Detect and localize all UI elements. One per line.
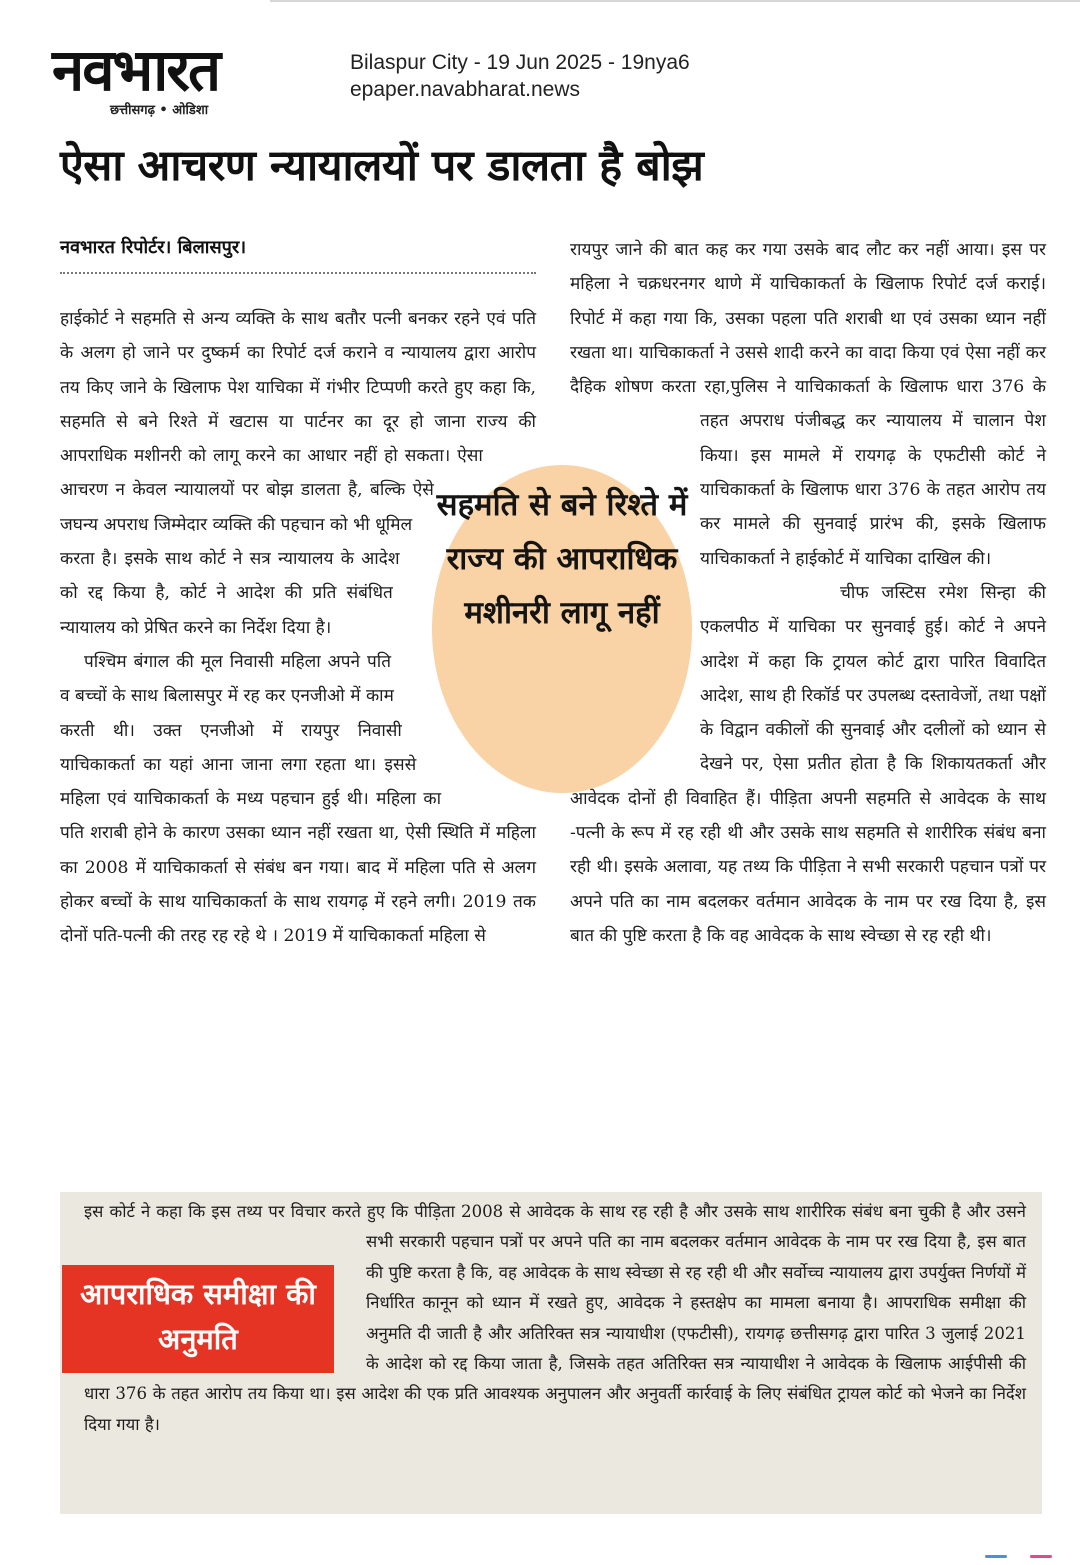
masthead-logo	[52, 38, 330, 118]
byline-divider	[60, 272, 536, 274]
page-indicator-dot	[985, 1555, 1007, 1558]
top-border-line	[270, 0, 1080, 2]
article-paragraph: रायपुर जाने की बात कह कर गया उसके बाद लौट कर नहीं आया। इस पर महिला ने चक्रधरनगर थाणे में याचिकाकर्ता के खिलाफ रिपोर्ट दर्ज कराई। रिपोर्ट में कहा गया कि, उसका पहला पति शराबी था एवं उसका ध्यान नहीं रखता था। याचिकाकर्ता ने उससे शादी करने का वादा किया एवं ऐसा नहीं कर दैहिक शोषण करता रहा,पुलिस ने याचिकाकर्ता के खिलाफ धारा 376 के तहत अपराध पंजीबद्ध कर न्यायालय में चालान पेश किया। इस मामले में रायगढ़ के एफटीसी कोर्ट ने याचिकाकर्ता के खिलाफ धारा 376 के तहत आरोप तय कर मामले की सुनवाई प्रारंभ की, इसके खिलाफ याचिकाकर्ता ने हाईकोर्ट में याचिका दाखिल की।	[570, 240, 1046, 569]
article-paragraph: हाईकोर्ट ने सहमति से अन्य व्यक्ति के साथ बतौर पत्नी बनकर रहने एवं पति के अलग हो जाने पर दुष्कर्म का रिपोर्ट दर्ज कराने व न्यायालय द्वारा आरोप तय किए जाने के खिलाफ पेश याचिका में गंभीर टिप्पणी करते हुए कहा कि, सहमति से बने रिश्ते में खटास या पार्टनर का दूर हो जाना राज्य की आपराधिक मशीनरी को लागू करने का आधार नहीं हो सकता। ऐसा आचरण न केवल न्यायालयों पर बोझ डालता है, बल्कि ऐसे जघन्य अपराध जिम्मेदार व्यक्ति की पहचान को भी धूमिल करता है। इसके साथ कोर्ट ने सत्र न्यायालय के आदेश को रद्द किया है, कोर्ट ने आदेश की प्रति संबंधित न्यायालय को प्रेषित करने का निर्देश दिया है।	[60, 309, 536, 638]
sidebox-text: इस कोर्ट ने कहा कि इस तथ्य पर विचार करते हुए कि पीड़िता 2008 से आवेदक के साथ रह रही है और उसके साथ शारीरिक संबंध बना चुकी है और उसने सभी सरकारी पहचान पत्रों पर अपने पति का नाम बदलकर वर्तमान आवेदक के नाम पर रख दिया है, इस बात की पुष्टि करता है कि, वह आवेदक के साथ स्वेच्छा से रह रही थी और सर्वोच्च न्यायालय द्वारा उपर्युक्त निर्णयों में निर्धारित कानून को ध्यान में रखते हुए, आवेदक ने हस्तक्षेप का मामला बनाया है। आपराधिक समीक्षा की अनुमति दी जाती है और अतिरिक्त सत्र न्यायाधीश (एफटीसी), रायगढ़ छत्तीसगढ़ द्वारा पारित 3 जुलाई 2021 के आदेश को रद्द किया जाता है, जिसके तहत अतिरिक्त सत्र न्यायाधीश ने आवेदक के खिलाफ आईपीसी की धारा 376 के तहत आरोप तय किया था। इस आदेश की एक प्रति आवश्यक अनुपालन और अनुवर्ती कार्रवाई के लिए संबंधित ट्रायल कोर्ट को भेजने का निर्देश दिया गया है।	[84, 1202, 1026, 1434]
logo-subtitle: छत्तीसगढ़ • ओडिशा	[110, 103, 209, 118]
page-indicator-dot	[1030, 1555, 1052, 1558]
epaper-url: epaper.navabharat.news	[350, 78, 581, 101]
article-paragraph: पश्चिम बंगाल की मूल निवासी महिला अपने पति व बच्चों के साथ बिलासपुर में रह कर एनजीओ में काम करती थी। उक्त एनजीओ में रायपुर निवासी याचिकाकर्ता का यहां आना जाना लगा रहता था। इससे महिला एवं याचिकाकर्ता के मध्य पहचान हुई थी। महिला का पति शराबी होने के कारण उसका ध्यान नहीं रखता था, ऐसी स्थिति में महिला का 2008 में याचिकाकर्ता से संबंध बन गया। बाद में महिला पति से अलग होकर बच्चों के साथ याचिकाकर्ता के साथ रायगढ़ में रहने लगी। 2019 तक दोनों पति-पत्नी की तरह रह रहे थे । 2019 में याचिकाकर्ता महिला से	[60, 651, 536, 947]
edition-info	[350, 49, 690, 103]
article-paragraph: चीफ जस्टिस रमेश सिन्हा की एकलपीठ में याचिका पर सुनवाई हुई। कोर्ट ने अपने आदेश में कहा कि ट्रायल कोर्ट द्वारा पारित विवादित आदेश, साथ ही रिकॉर्ड पर उपलब्ध दस्तावेजों, तथा पक्षों के विद्वान वकीलों की सुनवाई और दलीलों को ध्यान से देखने पर, ऐसा प्रतीत होता है कि शिकायतकर्ता और आवेदक दोनों ही विवाहित हैं। पीड़िता अपनी सहमति से आवेदक के साथ -पत्नी के रूप में रह रही थी और उसके साथ सहमति से शारीरिक संबंध बना रही थी। इसके अलावा, यह तथ्य कि पीड़िता ने सभी सरकारी पहचान पत्रों पर अपने पति का नाम बदलकर वर्तमान आवेदक के नाम पर रख दिया है, इस बात की पुष्टि करता है कि वह आवेदक के साथ स्वेच्छा से रह रही थी।	[570, 582, 1046, 946]
logo-text: नवभारत	[52, 36, 220, 104]
edition-line: Bilaspur City - 19 Jun 2025 - 19nya6	[350, 51, 690, 74]
article-headline: ऐसा आचरण न्यायालयों पर डालता है बोझ	[60, 141, 704, 191]
pullquote-text: सहमति से बने रिश्ते में राज्य की आपराधिक मशीनरी लागू नहीं	[436, 487, 688, 631]
sidebox-heading: आपराधिक समीक्षा की अनुमति	[80, 1277, 316, 1356]
article-byline: नवभारत रिपोर्टर। बिलासपुर।	[60, 237, 247, 258]
